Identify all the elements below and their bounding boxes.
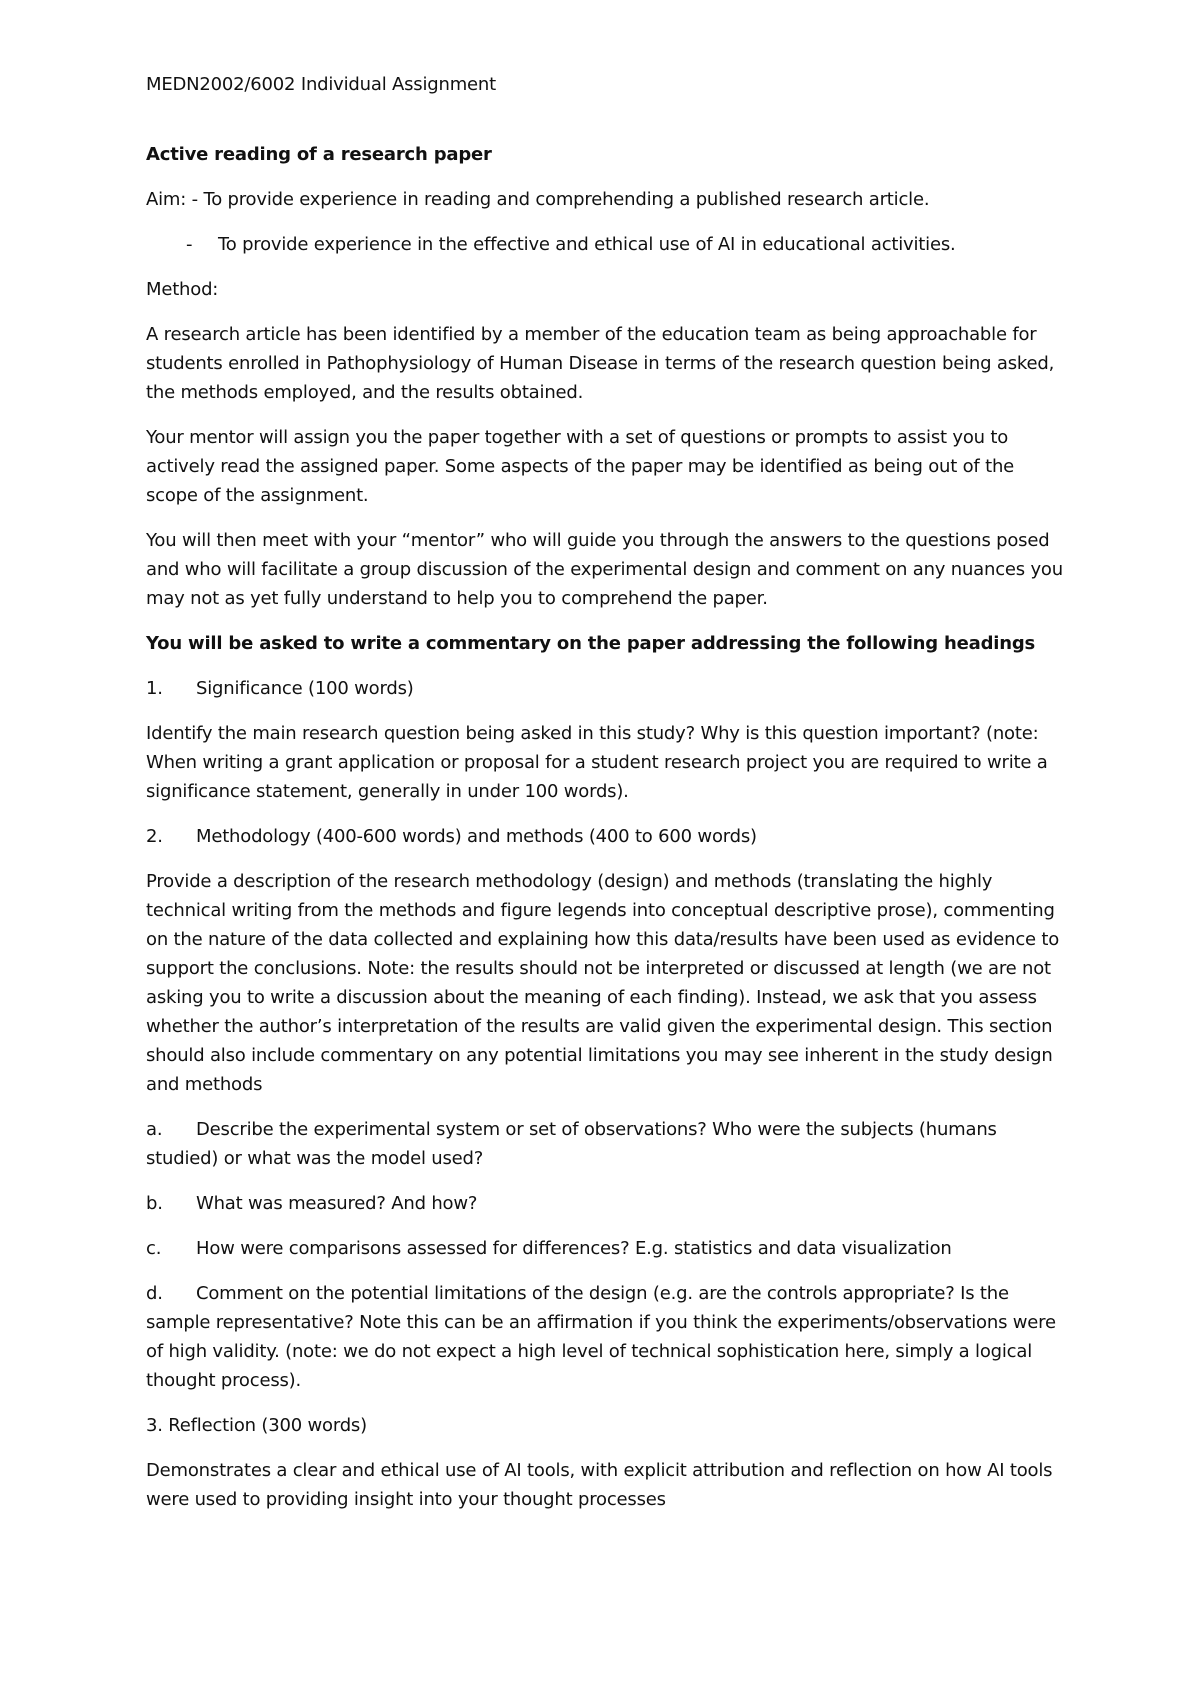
list-item-marker: a. — [146, 1119, 163, 1140]
section-1-body: Identify the main research question being asked in this study? Why is this question important? (note: When writing a grant application or proposal for a student research project you are required to write a significance statement, generally in under 100 words). — [146, 723, 1048, 802]
section-1-heading — [146, 674, 1066, 703]
aim-item-ai — [146, 230, 1066, 259]
list-item-text: What was measured? And how? — [196, 1193, 478, 1214]
list-item — [146, 1279, 1066, 1395]
method-label: Method: — [146, 279, 219, 300]
course-header: MEDN2002/6002 Individual Assignment — [146, 74, 496, 95]
section-1-number: 1. — [146, 678, 163, 699]
section-3-body: Demonstrates a clear and ethical use of AI tools, with explicit attribution and reflection on how AI tools were used to providing insight into your thought processes — [146, 1460, 1053, 1510]
commentary-heading: You will be asked to write a commentary on the paper addressing the following headings — [146, 633, 1036, 654]
list-item-text: How were comparisons assessed for differences? E.g. statistics and data visualization — [196, 1238, 952, 1259]
document-title: Active reading of a research paper — [146, 144, 492, 165]
document-page — [146, 70, 1066, 1530]
aim-line: Aim: - To provide experience in reading and comprehending a published research article. — [146, 189, 930, 210]
list-item-text: Describe the experimental system or set of observations? Who were the subjects (humans studied) or what was the model used? — [146, 1119, 997, 1169]
section-3-title: 3. Reflection (300 words) — [146, 1415, 367, 1436]
section-2-heading — [146, 822, 1066, 851]
list-item-text: Comment on the potential limitations of the design (e.g. are the controls appropriate? Is the sample representative? Note this can be an affirmation if you think the experiments/observations were of high validity. (note: we do not expect a high level of technical sophistication here, simply a logical thought process). — [146, 1283, 1056, 1391]
list-item — [146, 1234, 1066, 1263]
list-item-marker: b. — [146, 1193, 163, 1214]
aim-item-dash: - — [186, 234, 193, 255]
section-2-body: Provide a description of the research methodology (design) and methods (translating the highly technical writing from the methods and figure legends into conceptual descriptive prose), commenting on the nature of the data collected and explaining how this data/results have been used as evidence to support the conclusions. Note: the results should not be interpreted or discussed at length (we are not asking you to write a discussion about the meaning of each finding). Instead, we ask that you assess whether the author’s interpretation of the results are valid given the experimental design. This section should also include commentary on any potential limitations you may see inherent in the study design and methods — [146, 871, 1060, 1095]
method-paragraph-1: A research article has been identified by a member of the education team as being approachable for students enrolled in Pathophysiology of Human Disease in terms of the research question being asked, the methods employed, and the results obtained. — [146, 324, 1055, 403]
section-1-title: Significance (100 words) — [196, 678, 414, 699]
aim-item-text: To provide experience in the effective and ethical use of AI in educational activities. — [218, 234, 956, 255]
section-2-number: 2. — [146, 826, 163, 847]
method-paragraph-2: Your mentor will assign you the paper together with a set of questions or prompts to assist you to actively read the assigned paper. Some aspects of the paper may be identified as being out of the scope of the assignment. — [146, 427, 1015, 506]
list-item — [146, 1189, 1066, 1218]
method-paragraph-3: You will then meet with your “mentor” who will guide you through the answers to the questions posed and who will facilitate a group discussion of the experimental design and comment on any nuances you may not as yet fully understand to help you to comprehend the paper. — [146, 530, 1063, 609]
list-item-marker: d. — [146, 1283, 163, 1304]
list-item — [146, 1115, 1066, 1173]
section-2-title: Methodology (400-600 words) and methods (400 to 600 words) — [196, 826, 757, 847]
list-item-marker: c. — [146, 1238, 162, 1259]
